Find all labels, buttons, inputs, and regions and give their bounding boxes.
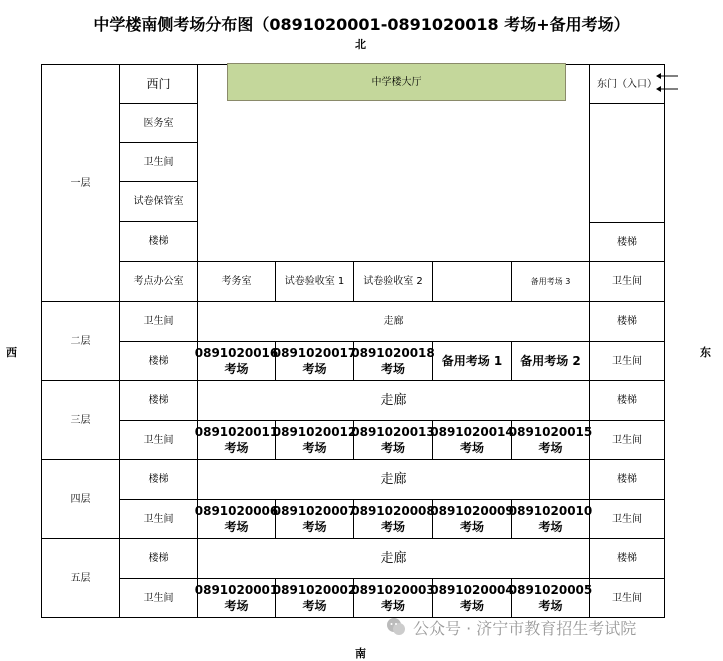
west-toilet-f4: 卫生间 (119, 499, 198, 539)
exam-room: 0891020012 考场 (275, 420, 354, 460)
floor-3-label: 三层 (41, 380, 120, 460)
medical-room: 医务室 (119, 103, 198, 143)
east-stairs-f2: 楼梯 (589, 301, 665, 342)
east-toilet-f4: 卫生间 (589, 499, 665, 539)
affairs-room: 考务室 (197, 261, 276, 302)
reserve-room-2: 备用考场 2 (511, 341, 590, 381)
paper-storage-room: 试卷保管室 (119, 181, 198, 222)
west-stairs-f5: 楼梯 (119, 538, 198, 579)
exam-room: 0891020013 考场 (353, 420, 433, 460)
exam-room: 0891020002 考场 (275, 578, 354, 618)
east-label: 东 (700, 346, 711, 359)
exam-room: 0891020008 考场 (353, 499, 433, 539)
wechat-icon (385, 616, 407, 638)
west-toilet-f5: 卫生间 (119, 578, 198, 618)
west-toilet-f3: 卫生间 (119, 420, 198, 460)
west-toilet-f1: 卫生间 (119, 142, 198, 182)
exam-room: 0891020018 考场 (353, 341, 433, 381)
reserve-room-3: 备用考场 3 (511, 261, 590, 302)
main-hall: 中学楼大厅 (227, 63, 566, 101)
exam-room: 0891020001 考场 (197, 578, 276, 618)
exam-room: 0891020006 考场 (197, 499, 276, 539)
check-room-1: 试卷验收室 1 (275, 261, 354, 302)
east-stairs-f4: 楼梯 (589, 459, 665, 500)
east-toilet-f3: 卫生间 (589, 420, 665, 460)
south-label: 南 (355, 647, 366, 660)
west-stairs-f2: 楼梯 (119, 341, 198, 381)
exam-room: 0891020014 考场 (432, 420, 512, 460)
exam-room: 0891020007 考场 (275, 499, 354, 539)
watermark-text: 公众号 · 济宁市教育招生考试院 (413, 618, 637, 638)
east-toilet-f2: 卫生间 (589, 341, 665, 381)
east-stairs-f3: 楼梯 (589, 380, 665, 421)
corridor-f4: 走廊 (197, 459, 590, 500)
east-stairs-f1: 楼梯 (589, 222, 665, 262)
exam-room: 0891020010 考场 (511, 499, 590, 539)
east-toilet-f1: 卫生间 (589, 261, 665, 302)
east-toilet-f5: 卫生间 (589, 578, 665, 618)
check-room-2: 试卷验收室 2 (353, 261, 433, 302)
exam-room: 0891020009 考场 (432, 499, 512, 539)
floor-1-label: 一层 (41, 64, 120, 302)
exam-room: 0891020016 考场 (197, 341, 276, 381)
corridor-f5: 走廊 (197, 538, 590, 579)
empty-room-f1 (432, 261, 512, 302)
exam-room: 0891020003 考场 (353, 578, 433, 618)
west-toilet-f2: 卫生间 (119, 301, 198, 342)
page-title: 中学楼南侧考场分布图（0891020001-0891020018 考场+备用考场） (93, 15, 630, 34)
site-office: 考点办公室 (119, 261, 198, 302)
corridor-f2: 走廊 (197, 301, 590, 342)
exam-room: 0891020005 考场 (511, 578, 590, 618)
exam-room: 0891020004 考场 (432, 578, 512, 618)
north-label: 北 (355, 38, 366, 51)
west-gate: 西门 (119, 64, 198, 104)
west-stairs-f1: 楼梯 (119, 221, 198, 262)
west-stairs-f4: 楼梯 (119, 459, 198, 500)
corridor-f3: 走廊 (197, 380, 590, 421)
west-stairs-f3: 楼梯 (119, 380, 198, 421)
entrance-arrows-icon (654, 68, 680, 98)
exam-room: 0891020011 考场 (197, 420, 276, 460)
watermark (385, 616, 636, 638)
east-stairs-f5: 楼梯 (589, 538, 665, 579)
floor-5-label: 五层 (41, 538, 120, 618)
floor-2-label: 二层 (41, 301, 120, 381)
west-label: 西 (6, 346, 17, 359)
exam-room: 0891020017 考场 (275, 341, 354, 381)
reserve-room-1: 备用考场 1 (432, 341, 512, 381)
exam-room: 0891020015 考场 (511, 420, 590, 460)
floor-4-label: 四层 (41, 459, 120, 539)
east-gate: 东门（入口） (589, 64, 665, 104)
